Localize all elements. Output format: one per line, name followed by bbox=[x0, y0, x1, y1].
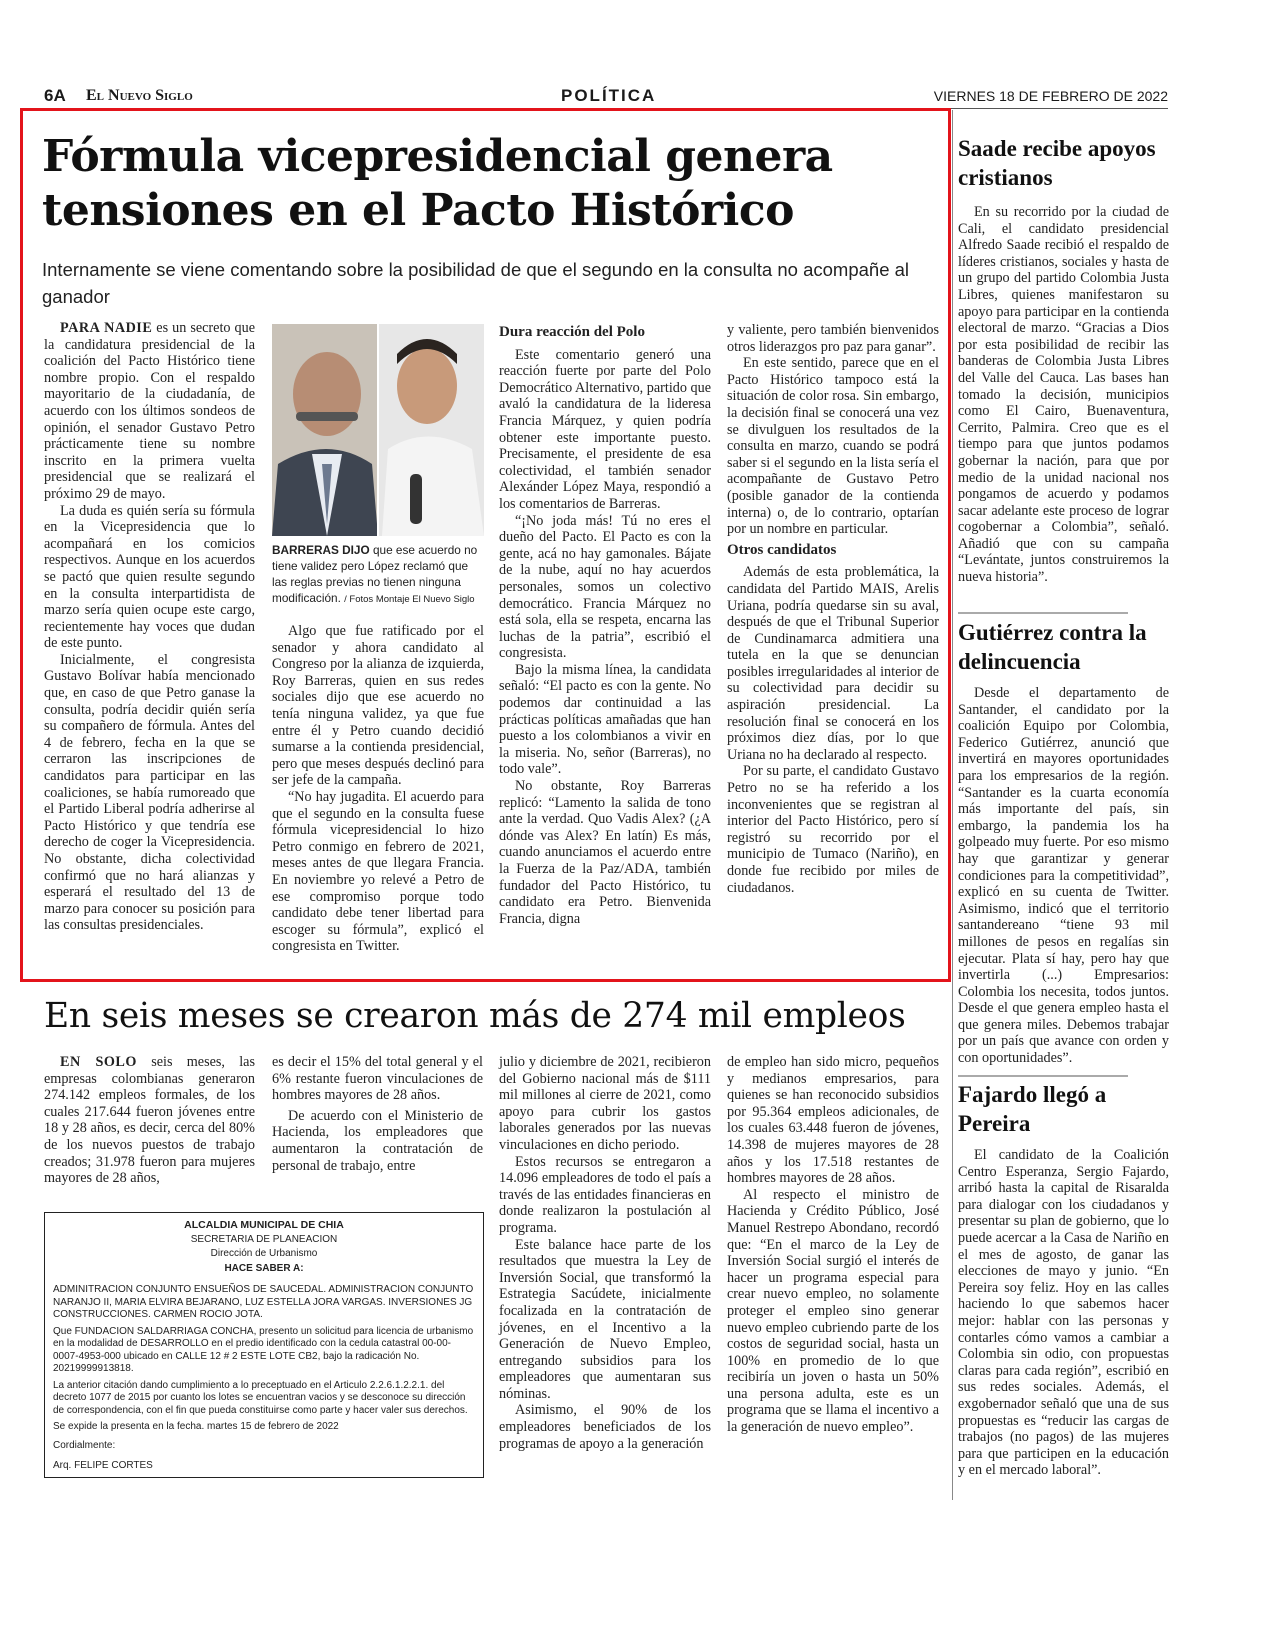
notice-paragraph: La anterior citación dando cumplimiento a lo preceptuado en el Articulo 2.2.6.1.2.2.1. del decreto 1077 de 2015 por cuanto los lotes se encuentran vacios y se desconoce su dirección de correspondencia, con el fin que pueda constituirse como parte y hacer valer sus derechos. bbox=[53, 1379, 468, 1416]
paragraph: No obstante, Roy Barreras replicó: “Lamento la salida de tono ante la verdad. Quo Vadis Alex? (¿A dónde vas Alex? En latín) Es más, cuando anunciamos el acuerdo entre la Fuerza de la Paz/ADA, también fundador del Pacto Histórico, tu candidato era Petro. Bienvenida Francia, digna bbox=[499, 778, 711, 927]
sidebar-title: Saade recibe apoyos cristianos bbox=[958, 136, 1156, 190]
second-column-1 bbox=[44, 1054, 255, 1187]
sidebar-divider bbox=[952, 110, 953, 1500]
headline-line-2: tensiones en el Pacto Histórico bbox=[42, 185, 795, 236]
sidebar-story-1 bbox=[958, 134, 1169, 586]
notice-paragraph: ADMINITRACION CONJUNTO ENSUEÑOS DE SAUCEDAL. ADMINISTRACION CONJUNTO NARANJO II, MARIA ELVIRA BEJARANO, LUZ ESTELLA JORA VARGAS. INVERSIONES JG CONSTRUCCIONES. CARMEN ROCIO JOTA. bbox=[53, 1284, 474, 1320]
paragraph: Al respecto el ministro de Hacienda y Crédito Público, José Manuel Restrepo Abondano, recordó que: “En el marco de la Ley de Inversión Social surgió el interés de hacer un programa especial para crear nuevo empleo, no solamente proteger el empleo sino generar nuevo empleo cubriendo parte de los costos de seguridad social, hasta un 100% en promedio de lo que recibiría un joven o hasta un 50% una persona adulta, este es un programa que se llama el incentivo a la generación de nuevo empleo”. bbox=[727, 1186, 939, 1436]
main-column-3 bbox=[499, 320, 711, 927]
main-headline bbox=[42, 130, 922, 238]
paragraph: Algo que fue ratificado por el senador y ahora candidato al Congreso por la alianza de izquierda, Roy Barreras, quien en sus redes sociales dijo que ese acuerdo no tenía ninguna validez, ya que fue entre él y Petro cuando decidió sumarse a la contienda presidencial, pero que meses después declinó para ser jefe de la campaña. bbox=[272, 623, 484, 789]
sidebar-story-3 bbox=[958, 1080, 1169, 1479]
paragraph: Estos recursos se entregaron a 14.096 empleadores de todo el país a través de las entidades financieras en donde realizaron la postulación al programa. bbox=[499, 1153, 711, 1236]
main-deck: Internamente se viene comentando sobre la posibilidad de que el segundo en la consulta no acompañe al ganador bbox=[42, 259, 910, 307]
photo-montage bbox=[272, 324, 484, 536]
sidebar-title: Fajardo llegó a Pereira bbox=[958, 1082, 1107, 1136]
sidebar-story-2 bbox=[958, 618, 1169, 1067]
paragraph: Este comentario generó una reacción fuerte por parte del Polo Democrático Alternativo, partido que avaló la candidatura de la lideresa Francia Márquez, y quien podría obtener este importante puesto. Precisamente, el presidente de esa colectividad, el también senador Alexánder López Maya, respondió a los comentarios de Barreras. bbox=[499, 346, 711, 512]
paragraph: En su recorrido por la ciudad de Cali, el candidato presidencial Alfredo Saade recibió el respaldo de líderes cristianos, sociales y hasta de un grupo del partido Colombia Justa Libres, quienes manifestaron su apoyo para participar en la contienda electoral de marzo. “Gracias a Dios por esta posibilidad de recibir las banderas de Colombia Justa Libres del Valle del Cauca. Las bases han tomado la decisión, municipios como El Cairo, Buenaventura, Cerrito, Palmira. Creo que es el tiempo para que juntos podamos gobernar la nación, para que por medio de la unidad nacional nos pongamos de acuerdo y podamos sacar adelante este proceso de lograr cogobernar a Colombia”, señaló. Añadió que con su campaña “Levántate, juntos construiremos la nueva historia”. bbox=[958, 204, 1169, 586]
main-column-4 bbox=[727, 322, 939, 896]
paragraph: de empleo han sido micro, pequeños y medianos empresarios, para quienes se han reconocido subsidios por 95.364 empleos adicionales, de los cuales 63.448 fueron de jóvenes, 14.398 de mujeres mayores de 28 años y los 17.518 restantes de hombres mayores de 28 años. bbox=[727, 1054, 939, 1187]
newspaper-name: El Nuevo Siglo bbox=[86, 87, 193, 104]
paragraph: seis meses, las empresas colombianas generaron 274.142 empleos formales, de los cuales 217.644 fueron jóvenes entre 18 y 28 años, es decir, cerca del 80% de los nuevos puestos de trabajo creados; 31.978 fueron para mujeres mayores de 28 años, bbox=[44, 1054, 256, 1187]
paragraph: Asimismo, el 90% de los empleadores beneficiados de los programas de apoyo a la generación bbox=[499, 1402, 711, 1452]
lead-kicker: EN SOLO bbox=[60, 1054, 137, 1070]
sidebar-title: Gutiérrez contra la delincuencia bbox=[958, 620, 1147, 674]
sidebar-text bbox=[958, 1147, 1169, 1479]
paragraph: “No hay jugadita. El acuerdo para que el segundo en la consulta fuese fórmula vicepresidencial lo hizo Petro conmigo en febrero de 2021, meses antes de que llegara Francia. En noviembre yo relevé a Petro de ese compromiso porque todo candidato debe tener libertad para escoger su fórmula”, explicó el congresista en Twitter. bbox=[272, 788, 484, 955]
caption-lead: BARRERAS DIJO bbox=[272, 543, 370, 557]
main-column-2 bbox=[272, 623, 484, 955]
notice-paragraph: Que FUNDACION SALDARRIAGA CONCHA, presento un solicitud para licencia de urbanismo en la modalidad de DESARROLLO en el predio identificado con la cedula catastral 00-00-0007-4953-000 ubicado en CALLE 12 # 2 ESTE LOTE CB2, bajo la radicación No. 20219999913818. bbox=[53, 1325, 474, 1374]
photo-caption bbox=[272, 542, 484, 608]
paragraph: y valiente, pero también bienvenidos otros liderazgos pro paz para ganar”. bbox=[727, 322, 939, 355]
second-column-4 bbox=[727, 1054, 939, 1436]
photo-credit: / Fotos Montaje El Nuevo Siglo bbox=[344, 594, 475, 605]
paragraph: Bajo la misma línea, la candidata señaló: “El pacto es con la gente. No podemos dar continuidad a las prácticas políticas amañadas que han puesto a los colombianos a vivir en la miseria. No, señor (Barreras), no todo vale”. bbox=[499, 661, 711, 778]
second-column-3 bbox=[499, 1054, 711, 1452]
paragraph: “¡No joda más! Tú no eres el dueño del Pacto. El Pacto es con la gente, acá no hay gamonales. Bájate de la nube, aquí no hay acuerdos personales, somos un colectivo democrático. Francia Márquez no está sola, ella se respeta, encarna las luchas de la patria”, escribió el congresista. bbox=[499, 512, 711, 662]
portraits-image bbox=[272, 324, 484, 536]
subheading: Otros candidatos bbox=[727, 541, 837, 558]
paragraph: Desde el departamento de Santander, el candidato por la coalición Equipo por Colombia, Federico Gutiérrez, anunció que invertirá en mayores oportunidades para los empresarios de la región. “Santander es la cuarta economía más importante del país, sin embargo, la pandemia los ha golpeado muy fuerte. Por eso mismo hay que garantizar y generar condiciones para la competitividad”, explicó en su cuenta de Twitter. Asimismo, indicó que el territorio santandereano “tiene 93 mil millones de pesos en regalías sin ejecutar. Plata sí hay, pero hay que invertirla (...) Empresarios: Colombia los necesita, todos juntos. Desde el que genera empleo hasta el que genera miles. Debemos trabajar por un país que avance con orden y con oportunidades”. bbox=[958, 685, 1169, 1067]
notice-signature: Arq. FELIPE CORTES bbox=[53, 1460, 153, 1471]
paragraph: En este sentido, parece que en el Pacto Histórico tampoco está la situación de color rosa. Sin embargo, la decisión final se conocerá una vez se divulguen los resultados de la consulta en marzo, cuando se podrá saber si el segundo en la lista sería el acompañante de Gustavo Petro (posible ganador de la contienda interna) o, de lo contrario, optarían por un nombre en particular. bbox=[727, 355, 939, 538]
second-column-2 bbox=[272, 1054, 483, 1174]
notice-paragraph: Se expide la presenta en la fecha. martes 15 de febrero de 2022 bbox=[53, 1421, 339, 1432]
notice-department: Dirección de Urbanismo bbox=[210, 1248, 318, 1259]
notice-office: SECRETARIA DE PLANEACION bbox=[190, 1233, 338, 1245]
legal-notice bbox=[44, 1212, 484, 1478]
sidebar-text bbox=[958, 685, 1169, 1067]
page-number: 6A bbox=[44, 86, 66, 105]
second-headline: En seis meses se crearon más de 274 mil empleos bbox=[44, 996, 906, 1036]
issue-date: VIERNES 18 DE FEBRERO DE 2022 bbox=[933, 88, 1168, 104]
paragraph: es un secreto que la candidatura presidencial de la coalición del Pacto Histórico tiene nombre propio. Con el respaldo mayoritario de la ciudadanía, de acuerdo con los últimos sondeos de opinión, el senador Gustavo Petro prácticamente tiene su nombre inscrito en la primera vuelta presidencial que se realizará el próximo 29 de mayo. bbox=[44, 320, 255, 502]
paragraph: La duda es quién sería su fórmula en la Vicepresidencia que lo acompañará en los comicios respectivos. Aunque en los acuerdos se pactó que quien resulte segundo en la consulta interpartidista de marzo sería quien ocupe este cargo, recientemente hay voces que dudan de este punto. bbox=[44, 502, 255, 652]
notice-closing: Cordialmente: bbox=[53, 1439, 116, 1451]
paragraph: Además de esta problemática, la candidata del Partido MAIS, Arelis Uriana, podría quedarse sin su aval, después de que el Tribunal Superior de Cundinamarca admitiera una tutela en la que se denuncian posibles irregularidades al interior de su colectividad para decidir su aspiración presidencial. La resolución final se conocerá en los próximos diez días, por lo que Uriana no ha declarado al respecto. bbox=[727, 564, 939, 763]
headline-line-1: Fórmula vicepresidencial genera bbox=[42, 131, 833, 182]
sidebar-text bbox=[958, 204, 1169, 586]
notice-heading: HACE SABER A: bbox=[224, 1262, 304, 1274]
paragraph: El candidato de la Coalición Centro Esperanza, Sergio Fajardo, arribó hasta la capital de Risaralda para dialogar con los ciudadanos y presentar su plan de gobierno, que lo puede acercar a la Casa de Nariño en el mes de agosto, de ganar las elecciones de mayo y junio. “En Pereira soy feliz. Hoy en las calles haciendo lo que sabemos hacer mejor: hablar con las personas y contarles cómo vamos a cambiar a Colombia sin odio, con propuestas claras para cada región”, escribió en sus redes sociales. Además, el exgobernador señaló que una de sus propuestas es “reducir las cargas de trabajos (no pagos) de las mujeres para que participen en la educación y en el mercado laboral”. bbox=[958, 1147, 1169, 1479]
caption-text: que ese acuerdo no tiene validez pero López reclamó que las reglas previas no tienen ninguna modificación. bbox=[272, 543, 478, 605]
sidebar-rule bbox=[958, 1075, 1128, 1077]
lead-kicker: PARA NADIE bbox=[60, 320, 153, 336]
paragraph: De acuerdo con el Ministerio de Hacienda, los empleadores que aumentaron la contratación de personal de trabajo, entre bbox=[272, 1107, 483, 1174]
paragraph: julio y diciembre de 2021, recibieron del Gobierno nacional más de $111 mil millones al cierre de 2021, como apoyo para cubrir los gastos laborales generados por las nuevas vinculaciones en dicho periodo. bbox=[499, 1054, 711, 1153]
sidebar-rule bbox=[958, 612, 1128, 614]
subheading: Dura reacción del Polo bbox=[499, 324, 645, 340]
paragraph: Por su parte, el candidato Gustavo Petro no se ha referido a los inconvenientes que se registran al interior del Pacto Histórico, pero sí registró su recorrido por el municipio de Tumaco (Nariño), en donde fue recibido por miles de ciudadanos. bbox=[727, 763, 939, 896]
paragraph: es decir el 15% del total general y el 6% restante fueron vinculaciones de hombres mayores de 28 años. bbox=[272, 1054, 483, 1104]
section-name: POLÍTICA bbox=[561, 86, 657, 105]
main-column-1 bbox=[44, 320, 255, 934]
notice-authority: ALCALDIA MUNICIPAL DE CHIA bbox=[184, 1219, 344, 1231]
paragraph: Este balance hace parte de los resultados que muestra la Ley de Inversión Social, que transformó la Estrategia Sacúdete, inicialmente focalizada en la contratación de jóvenes, en el Incentivo a la Generación de Nuevo Empleo, entregando subsidios para los empleadores que aumentaran sus nóminas. bbox=[499, 1236, 711, 1402]
paragraph: Inicialmente, el congresista Gustavo Bolívar había mencionado que, en caso de que Petro ganase la consulta, podría decidir quién sería su compañero de fórmula. Antes del 4 de febrero, fecha en la que se cerraron las inscripciones de candidatos para participar en las coaliciones, se había rumoreado que el Partido Liberal podría adherirse al Pacto Histórico y que tendría ese derecho de coger la Vicepresidencia. No obstante, dicha colectividad confirmó que no hará alianzas y esperará el resultado del 13 de marzo para conocer su posición para las consultas presidenciales. bbox=[44, 651, 255, 934]
